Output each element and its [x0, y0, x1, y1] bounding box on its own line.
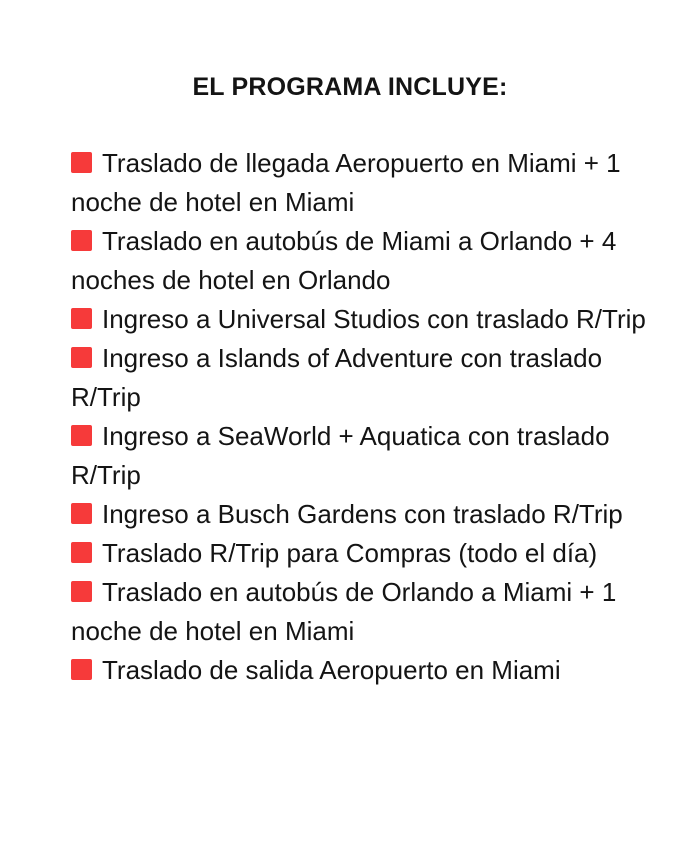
red-square-icon [71, 347, 92, 368]
list-item-text: Traslado de salida Aeropuerto en Miami [102, 655, 561, 685]
list-item [71, 573, 661, 651]
list-item-text: Ingreso a SeaWorld + Aquatica con traslado R/Trip [71, 421, 610, 490]
list-item-text: Ingreso a Busch Gardens con traslado R/Trip [102, 499, 623, 529]
red-square-icon [71, 308, 92, 329]
program-list [71, 144, 661, 690]
list-item [71, 534, 661, 573]
page-title: EL PROGRAMA INCLUYE: [192, 73, 508, 101]
list-item-text: Traslado en autobús de Orlando a Miami + 1 noche de hotel en Miami [71, 577, 617, 646]
red-square-icon [71, 425, 92, 446]
list-item-text: Traslado de llegada Aeropuerto en Miami + 1 noche de hotel en Miami [71, 148, 621, 217]
list-item-text: Traslado R/Trip para Compras (todo el día) [102, 538, 598, 568]
list-item-text: Traslado en autobús de Miami a Orlando + 4 noches de hotel en Orlando [71, 226, 617, 295]
list-item [71, 495, 661, 534]
red-square-icon [71, 503, 92, 524]
red-square-icon [71, 542, 92, 563]
list-item-text: Ingreso a Universal Studios con traslado R/Trip [102, 304, 646, 334]
red-square-icon [71, 659, 92, 680]
red-square-icon [71, 152, 92, 173]
list-item [71, 417, 661, 495]
red-square-icon [71, 230, 92, 251]
list-item [71, 222, 661, 300]
list-item [71, 339, 661, 417]
list-item [71, 651, 661, 690]
list-item [71, 144, 661, 222]
red-square-icon [71, 581, 92, 602]
list-item-text: Ingreso a Islands of Adventure con traslado R/Trip [71, 343, 603, 412]
list-item [71, 300, 661, 339]
